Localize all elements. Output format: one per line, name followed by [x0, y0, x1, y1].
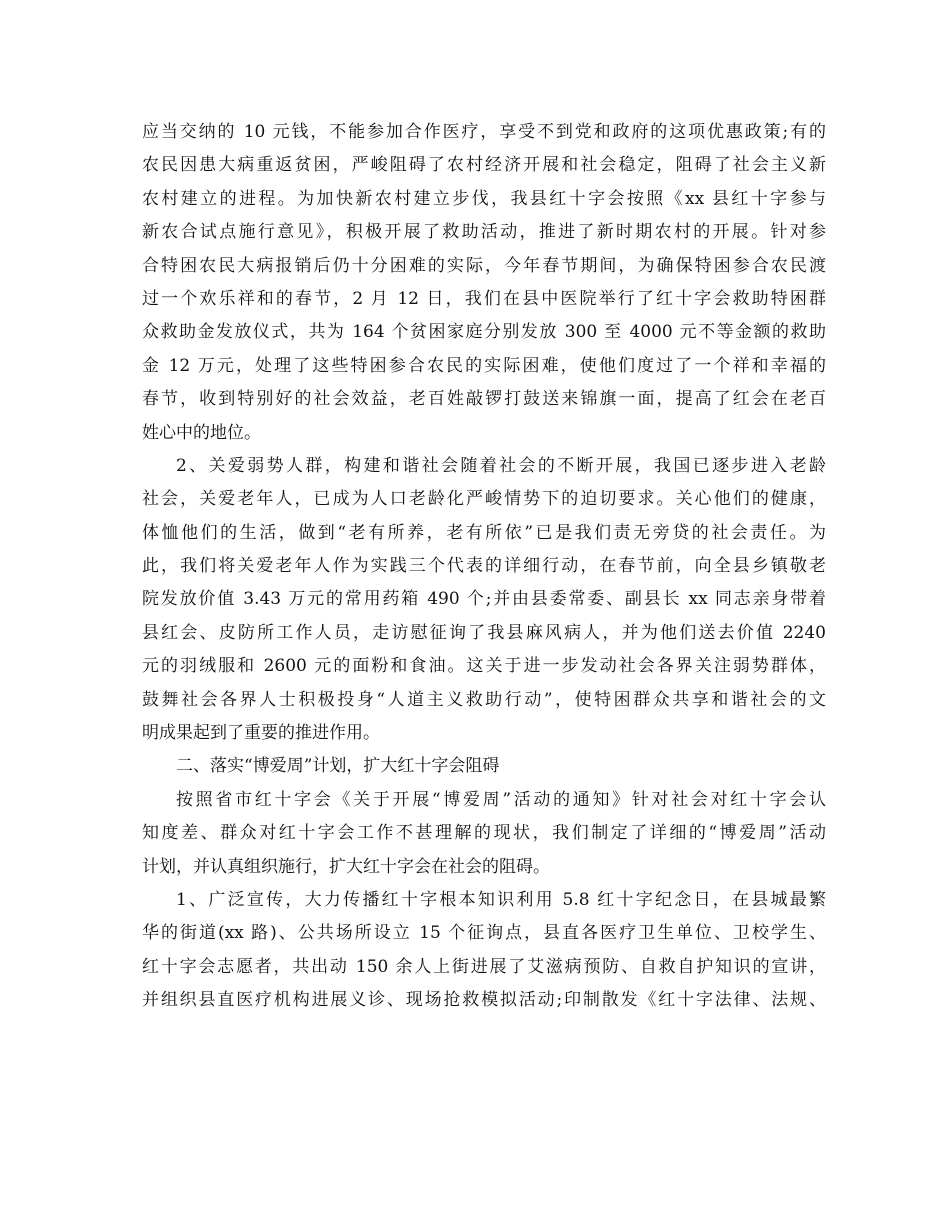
- text-line: 金 12 万元，处理了这些特困参合农民的实际困难，使他们度过了一个祥和幸福的: [142, 355, 826, 376]
- text-line: 春节，收到特别好的社会效益，老百姓敲锣打鼓送来锦旗一面，提高了红会在老百: [142, 389, 826, 410]
- text-line: 众救助金发放仪式，共为 164 个贫困家庭分别发放 300 至 4000 元不等金额的救助: [142, 322, 826, 343]
- text-line: 1、广泛宣传，大力传播红十字根本知识利用 5.8 红十字纪念日，在县城最繁: [176, 889, 826, 910]
- text-line: 华的街道(xx 路)、公共场所设立 15 个征询点，县直各医疗卫生单位、卫校学生、: [142, 923, 826, 944]
- document-body: [142, 116, 826, 1018]
- text-line: 院发放价值 3.43 万元的常用药箱 490 个;并由县委常委、副县长 xx 同志亲身带着: [142, 589, 826, 610]
- text-line: 元的羽绒服和 2600 元的面粉和食油。这关于进一步发动社会各界关注弱势群体，: [142, 656, 826, 677]
- text-line: 按照省市红十字会《关于开展“博爱周”活动的通知》针对社会对红十字会认: [176, 789, 826, 810]
- text-line: 明成果起到了重要的推进作用。: [142, 723, 380, 744]
- text-line: 农村建立的进程。为加快新农村建立步伐，我县红十字会按照《xx 县红十字参与: [142, 188, 826, 209]
- text-line: 县红会、皮防所工作人员，走访慰征询了我县麻风病人，并为他们送去价值 2240: [142, 622, 826, 643]
- text-line: 并组织县直医疗机构进展义诊、现场抢救模拟活动;印制散发《红十字法律、法规、: [142, 990, 826, 1011]
- text-line: 红十字会志愿者，共出动 150 余人上街进展了艾滋病预防、自救自护知识的宣讲，: [142, 956, 826, 977]
- text-line: 鼓舞社会各界人士积极投身“人道主义救助行动”，使特困群众共享和谐社会的文: [142, 689, 826, 710]
- text-line: 计划，并认真组织施行，扩大红十字会在社会的阻碍。: [142, 856, 550, 877]
- text-line: 过一个欢乐祥和的春节，2 月 12 日，我们在县中医院举行了红十字会救助特困群: [142, 288, 826, 309]
- text-line: 体恤他们的生活，做到“老有所养，老有所依”已是我们责无旁贷的社会责任。为: [142, 522, 826, 543]
- text-line: 知度差、群众对红十字会工作不甚理解的现状，我们制定了详细的“博爱周”活动: [142, 823, 826, 844]
- text-line: 社会，关爱老年人，已成为人口老龄化严峻情势下的迫切要求。关心他们的健康，: [142, 489, 826, 510]
- text-line: 此，我们将关爱老年人作为实践三个代表的详细行动，在春节前，向全县乡镇敬老: [142, 556, 826, 577]
- text-line: 合特困农民大病报销后仍十分困难的实际，今年春节期间，为确保特困参合农民渡: [142, 255, 826, 276]
- text-line: 姓心中的地位。: [142, 422, 261, 443]
- text-line: 新农合试点施行意见》，积极开展了救助活动，推进了新时期农村的开展。针对参: [142, 222, 826, 243]
- text-line: 农民因患大病重返贫困，严峻阻碍了农村经济开展和社会稳定，阻碍了社会主义新: [142, 155, 826, 176]
- section-heading: 二、落实“博爱周”计划，扩大红十字会阻碍: [176, 756, 500, 777]
- text-line: 2、关爱弱势人群，构建和谐社会随着社会的不断开展，我国已逐步进入老龄: [176, 455, 826, 476]
- text-line: 应当交纳的 10 元钱，不能参加合作医疗，享受不到党和政府的这项优惠政策;有的: [142, 122, 826, 142]
